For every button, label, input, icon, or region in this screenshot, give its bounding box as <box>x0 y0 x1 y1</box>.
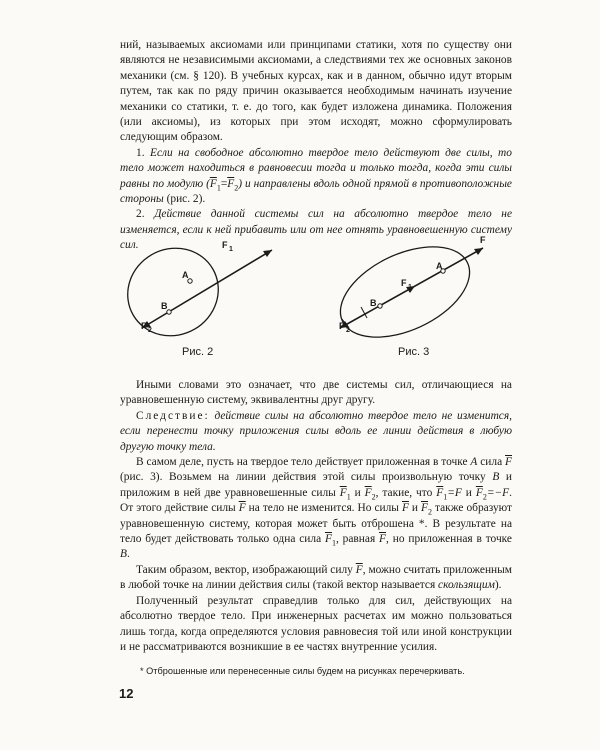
corollary-text: действие силы на абсолютно твердое тело не изменится, если перенести точку приложения силы вдоль ее линии действия в любую другую точку тела. <box>120 409 512 453</box>
formula-F1: $\overline{F}$ <box>209 177 217 190</box>
figures-svg <box>120 236 512 366</box>
fig3-point-b <box>378 304 382 308</box>
paragraph-corollary <box>120 409 512 455</box>
formula-eq: = <box>220 177 228 190</box>
corollary-heading: Следствие: <box>136 409 210 422</box>
proof-text: , равная <box>335 533 380 546</box>
figures-block <box>120 236 512 366</box>
figure-2-diagram <box>120 236 272 352</box>
axiom-number: 2. <box>136 208 145 221</box>
symbol-A: A <box>470 456 478 469</box>
fig2-label-f1: F <box>222 240 228 250</box>
proof-text: . От этого действие силы <box>120 486 513 515</box>
symbol-sub: 1 <box>331 538 336 548</box>
paragraph-axiom-1 <box>120 146 512 208</box>
fig2-label-b: B <box>161 301 168 311</box>
axiom-number: 1. <box>136 146 145 159</box>
fig3-label-f1-sub: 1 <box>408 284 412 291</box>
fig2-label-f2-sub: 2 <box>148 327 152 334</box>
fig2-label-f1-sub: 1 <box>229 246 233 253</box>
proof-text: и <box>408 502 422 515</box>
term-sliding: скользящим <box>438 579 495 592</box>
body-text-bottom <box>120 378 512 655</box>
symbol-F: $\overline{F}$ <box>238 502 246 515</box>
body-text-top <box>120 38 512 254</box>
axiom-1-text-b: ) и направлены вдоль одной прямой в противоположные стороны <box>120 177 512 206</box>
proof-text: на тело не изменится. Но силы <box>245 502 402 515</box>
fig3-label-f: F <box>480 236 486 245</box>
fig2-label-f2: F <box>141 321 147 331</box>
figure-3-caption: Рис. 3 <box>398 346 430 358</box>
symbol-F: $\overline{F}$ <box>505 456 512 469</box>
fig2-label-a: A <box>182 270 189 280</box>
proof-text: также образуют уравновешенную систему, которая может быть отброшена *. В результате на тело будет действовать только одна сила <box>120 502 512 546</box>
proof-text: В самом деле, пусть на твердое тело действует приложенная в точке <box>136 456 471 469</box>
proof-text: , но приложенная в точке <box>386 533 512 546</box>
symbol-sub: 2 <box>371 492 376 502</box>
footnote: * Отброшенные или перенесенные силы будем на рисунках перечеркивать. <box>140 666 465 676</box>
formula-F2: $\overline{F}$ <box>227 177 235 190</box>
symbol-sub: 1 <box>443 492 448 502</box>
symbol-F: $\overline{F}$ <box>475 486 483 499</box>
paragraph-in-other-words: Иными словами это означает, что две системы сил, отличающиеся на уравновешенную систему, эквивалентны друг другу. <box>120 379 512 407</box>
fig2-body-outline <box>120 236 234 352</box>
fig3-label-a: A <box>436 261 443 271</box>
fig2-arrow-f1 <box>263 250 272 257</box>
figure-2-caption: Рис. 2 <box>182 346 214 358</box>
symbol-sub: 1 <box>346 492 351 502</box>
fig3-body-outline <box>326 236 483 356</box>
fig3-label-f1: F <box>401 278 407 288</box>
paragraph-proof <box>120 455 512 563</box>
paragraph-sliding-vector <box>120 563 512 594</box>
paragraph-result: Полученный результат справедлив только для сил, действующих на абсолютно твердое тело. При инженерных расчетах им можно пользоваться лишь тогда, когда определяются условия равновесия той или иной конструкции и не рассматриваются возникшие в ее частях внутренние усилия. <box>120 594 512 653</box>
proof-text: , такие, что <box>375 486 437 499</box>
fig3-label-b: B <box>370 298 377 308</box>
symbol-F: $\overline{F}$ <box>355 563 363 576</box>
formula-F2-sub: 2 <box>234 182 239 192</box>
sliding-text: , можно считать приложенным в любой точке на линии действия силы (такой вектор называется <box>120 563 513 592</box>
symbol-F: $\overline{F}$ <box>436 486 444 499</box>
sliding-text: Таким образом, вектор, изображающий силу <box>136 563 356 576</box>
symbol-F: $\overline{F}$ <box>421 502 428 515</box>
page-number: 12 <box>119 686 134 701</box>
proof-text: . <box>126 548 130 561</box>
sliding-text: ). <box>494 579 502 592</box>
formula-part: =−F <box>486 486 510 499</box>
fig3-label-f2-sub: 2 <box>346 327 350 334</box>
proof-text: и <box>461 486 476 499</box>
formula-F1-sub: 1 <box>216 182 221 192</box>
proof-text: и <box>350 486 365 499</box>
symbol-F: $\overline{F}$ <box>401 502 409 515</box>
paragraph-intro: ний, называемых аксиомами или принципами статики, хотя по существу они являются не независимыми аксиомами, а следствиями тех же основных законов механики (см. § 120). В учебных курсах, как и в данном, обычно идут вторым путем, так как по ряду причин оказывается необходимым начинать изучение механики со статики, т. е. до того, как будет изложена динамика. Положения (или аксиомы), из которых при этом исходят, можно сформулировать следующим образом. <box>120 39 512 144</box>
symbol-F: $\overline{F}$ <box>379 533 387 546</box>
symbol-F: $\overline{F}$ <box>364 486 372 499</box>
formula-part: =F <box>447 486 462 499</box>
figure-reference: (рис. 2). <box>163 193 206 206</box>
symbol-F: $\overline{F}$ <box>339 486 347 499</box>
axiom-2-text: Действие данной системы сил на абсолютно твердое тело не изменяется, если к ней прибавить или от нее отнять уравновешенную систему сил. <box>120 208 512 252</box>
symbol-sub: 2 <box>427 507 432 517</box>
proof-text: и приложим в ней две уравновешенные силы <box>120 471 512 499</box>
symbol-B: B <box>492 471 500 484</box>
symbol-sub: 2 <box>482 492 487 502</box>
proof-text: сила <box>477 456 506 469</box>
symbol-B: B <box>120 548 127 561</box>
fig3-label-f2: F <box>339 321 345 331</box>
symbol-F: $\overline{F}$ <box>324 533 332 546</box>
figure-3-diagram <box>326 236 486 356</box>
axiom-1-text-a: Если на свободное абсолютно твердое тело действуют две силы, то тело может находиться в равновесии тогда и только тогда, когда эти силы равны по модулю ( <box>120 146 512 190</box>
proof-text: (рис. 3). Возьмем на линии действия этой силы произвольную точку <box>120 471 493 484</box>
